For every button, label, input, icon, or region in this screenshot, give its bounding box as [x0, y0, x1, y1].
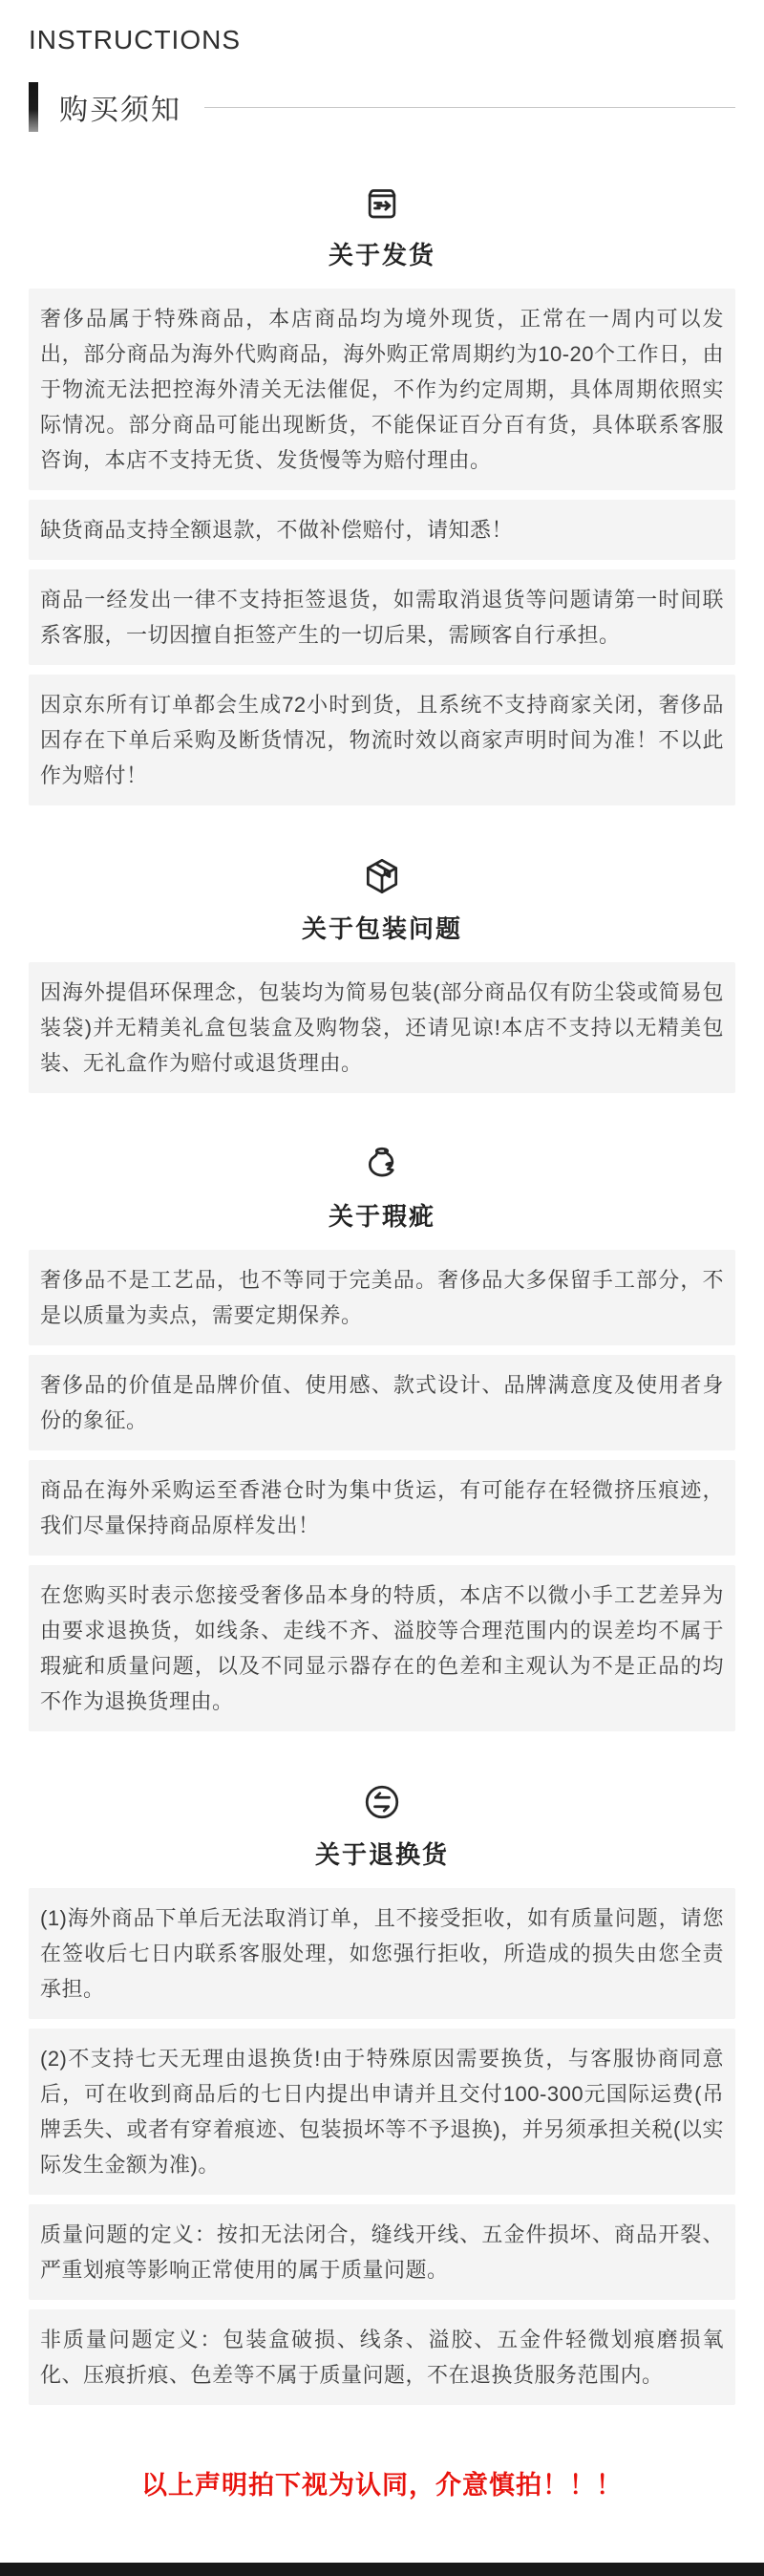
- section-paragraphs: [29, 289, 735, 805]
- notice-text-box: 奢侈品的价值是品牌价值、使用感、款式设计、品牌满意度及使用者身份的象征。: [29, 1355, 735, 1450]
- notice-text-box: 因京东所有订单都会生成72小时到货，且系统不支持商家关闭，奢侈品因存在下单后采购及断货情况，物流时效以商家声明时间为准！不以此作为赔付！: [29, 675, 735, 805]
- section-header: [29, 855, 735, 945]
- bottom-bar: [0, 2563, 764, 2576]
- notice-text-box: 奢侈品不是工艺品，也不等同于完美品。奢侈品大多保留手工部分，不是以质量为卖点，需要定期保养。: [29, 1250, 735, 1345]
- section-paragraphs: [29, 962, 735, 1093]
- notice-section: [29, 855, 735, 1093]
- section-title: 关于瑕疵: [328, 1202, 435, 1231]
- notice-text-box: 非质量问题定义：包装盒破损、线条、溢胶、五金件轻微划痕磨损氧化、压痕折痕、色差等不属于质量问题，不在退换货服务范围内。: [29, 2309, 735, 2405]
- section-header: [29, 1781, 735, 1871]
- notice-text-box: 缺货商品支持全额退款，不做补偿赔付，请知悉！: [29, 500, 735, 560]
- notice-text-box: 质量问题的定义：按扣无法闭合，缝线开线、五金件损坏、商品开裂、严重划痕等影响正常使用的属于质量问题。: [29, 2204, 735, 2300]
- section-title: 关于包装问题: [301, 914, 462, 943]
- package-cube-icon: [361, 855, 403, 897]
- notice-section: [29, 1781, 735, 2405]
- notice-section: [29, 182, 735, 805]
- section-paragraphs: [29, 1888, 735, 2405]
- subheading-text: 购买须知: [59, 95, 181, 126]
- notice-text-box: 奢侈品属于特殊商品，本店商品均为境外现货，正常在一周内可以发出，部分商品为海外代购商品，海外购正常周期约为10-20个工作日，由于物流无法把控海外清关无法催促，不作为约定周期，具体周期依照实际情况。部分商品可能出现断货，不能保证百分百有货，具体联系客服咨询，本店不支持无货、发货慢等为赔付理由。: [29, 289, 735, 490]
- sections: [29, 182, 735, 2405]
- section-header: [29, 182, 735, 271]
- notice-text-box: 商品在海外采购运至香港仓时为集中货运，有可能存在轻微挤压痕迹，我们尽量保持商品原样发出！: [29, 1460, 735, 1556]
- subheading-divider-line: [204, 107, 735, 108]
- page-title: INSTRUCTIONS: [29, 25, 241, 54]
- notice-text-box: 因海外提倡环保理念，包装均为简易包装(部分商品仅有防尘袋或简易包装袋)并无精美礼盒包装盒及购物袋，还请见谅!本店不支持以无精美包装、无礼盒作为赔付或退货理由。: [29, 962, 735, 1093]
- exchange-arrows-icon: [361, 1781, 403, 1823]
- section-paragraphs: [29, 1250, 735, 1731]
- shipping-box-icon: [361, 182, 403, 224]
- notice-text-box: 在您购买时表示您接受奢侈品本身的特质，本店不以微小手工艺差异为由要求退换货，如线条、走线不齐、溢胶等合理范围内的误差均不属于瑕疵和质量问题，以及不同显示器存在的色差和主观认为不是正品的均不作为退换货理由。: [29, 1565, 735, 1731]
- subheading-row: [29, 82, 735, 132]
- notice-text-box: (2)不支持七天无理由退换货!由于特殊原因需要换货，与客服协商同意后，可在收到商品后的七日内提出申请并且交付100-300元国际运费(吊牌丢失、或者有穿着痕迹、包装损坏等不予退换)，并另须承担关税(以实际发生金额为准)。: [29, 2029, 735, 2195]
- section-header: [29, 1143, 735, 1233]
- subheading-accent-bar: [29, 82, 38, 132]
- section-title: 关于退换货: [314, 1840, 449, 1869]
- notice-text-box: (1)海外商品下单后无法取消订单，且不接受拒收，如有质量问题，请您在签收后七日内联系客服处理，如您强行拒收，所造成的损失由您全责承担。: [29, 1888, 735, 2019]
- footer-warning-text: 以上声明拍下视为认同，介意慎拍！！！: [141, 2471, 623, 2500]
- section-title: 关于发货: [328, 241, 435, 269]
- cracked-vase-icon: [361, 1143, 403, 1185]
- notice-text-box: 商品一经发出一律不支持拒签退货，如需取消退货等问题请第一时间联系客服，一切因擅自拒签产生的一切后果，需顾客自行承担。: [29, 569, 735, 665]
- notice-section: [29, 1143, 735, 1731]
